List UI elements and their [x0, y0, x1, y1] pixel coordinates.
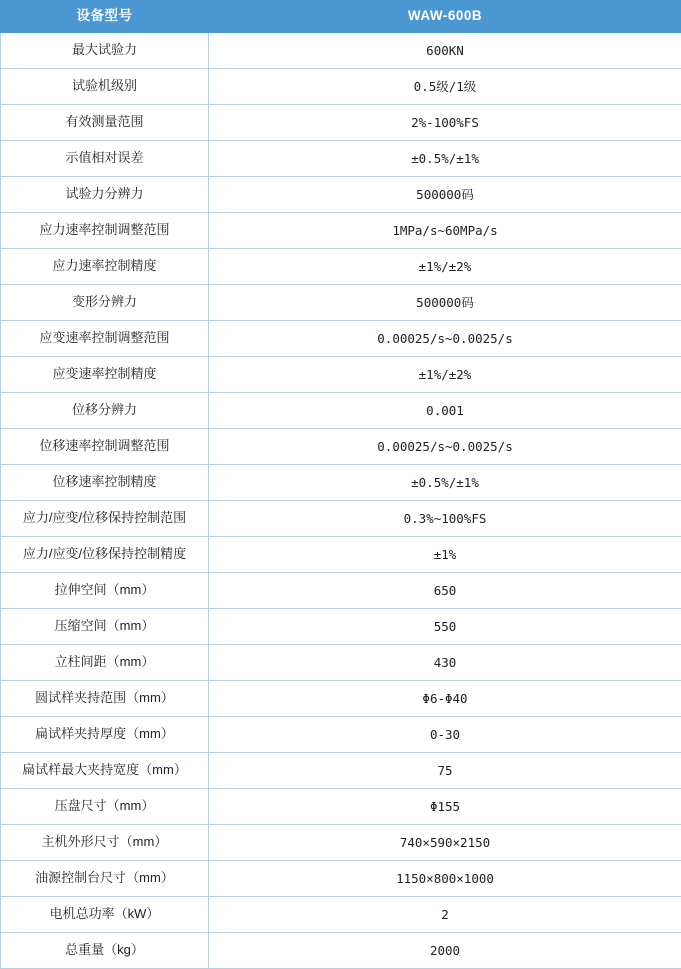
- table-row: [1, 933, 681, 969]
- row-value: 0.001: [209, 393, 681, 429]
- row-label: 扁试样夹持厚度（mm）: [1, 717, 209, 753]
- row-label: 拉伸空间（mm）: [1, 573, 209, 609]
- row-value: 550: [209, 609, 681, 645]
- table-row: [1, 645, 681, 681]
- row-value: 2: [209, 897, 681, 933]
- row-value: 650: [209, 573, 681, 609]
- row-label: 有效测量范围: [1, 105, 209, 141]
- row-value: Φ155: [209, 789, 681, 825]
- row-value: ±1%/±2%: [209, 357, 681, 393]
- row-value: ±0.5%/±1%: [209, 465, 681, 501]
- row-value: 0.3%~100%FS: [209, 501, 681, 537]
- row-label: 应变速率控制调整范围: [1, 321, 209, 357]
- row-label: 试验机级别: [1, 69, 209, 105]
- row-label: 圆试样夹持范围（mm）: [1, 681, 209, 717]
- row-label: 电机总功率（kW）: [1, 897, 209, 933]
- table-row: [1, 825, 681, 861]
- table-row: [1, 33, 681, 69]
- row-label: 应力/应变/位移保持控制精度: [1, 537, 209, 573]
- row-label: 应力速率控制调整范围: [1, 213, 209, 249]
- table-row: [1, 393, 681, 429]
- row-label: 应力/应变/位移保持控制范围: [1, 501, 209, 537]
- row-label: 油源控制台尺寸（mm）: [1, 861, 209, 897]
- row-label: 总重量（kg）: [1, 933, 209, 969]
- table-row: [1, 573, 681, 609]
- table-row: [1, 249, 681, 285]
- row-value: ±0.5%/±1%: [209, 141, 681, 177]
- table-row: [1, 717, 681, 753]
- row-label: 位移速率控制精度: [1, 465, 209, 501]
- table-row: [1, 861, 681, 897]
- table-row: [1, 465, 681, 501]
- table-row: [1, 213, 681, 249]
- row-label: 变形分辨力: [1, 285, 209, 321]
- row-label: 应变速率控制精度: [1, 357, 209, 393]
- table-row: [1, 537, 681, 573]
- row-label: 应力速率控制精度: [1, 249, 209, 285]
- table-row: [1, 681, 681, 717]
- table-body: [1, 33, 681, 969]
- table-row: [1, 789, 681, 825]
- table-row: [1, 69, 681, 105]
- table-row: [1, 105, 681, 141]
- row-value: 500000码: [209, 285, 681, 321]
- row-label: 试验力分辨力: [1, 177, 209, 213]
- row-value: 2000: [209, 933, 681, 969]
- table-row: [1, 501, 681, 537]
- table-row: [1, 141, 681, 177]
- row-label: 示值相对误差: [1, 141, 209, 177]
- table-row: [1, 285, 681, 321]
- row-label: 主机外形尺寸（mm）: [1, 825, 209, 861]
- table-row: [1, 177, 681, 213]
- row-value: Φ6-Φ40: [209, 681, 681, 717]
- row-value: 740×590×2150: [209, 825, 681, 861]
- row-value: ±1%: [209, 537, 681, 573]
- table-row: [1, 609, 681, 645]
- table-row: [1, 753, 681, 789]
- table-header-row: [1, 1, 681, 33]
- table-header: [1, 1, 681, 33]
- table-row: [1, 357, 681, 393]
- row-value: ±1%/±2%: [209, 249, 681, 285]
- row-value: 500000码: [209, 177, 681, 213]
- row-value: 1MPa/s~60MPa/s: [209, 213, 681, 249]
- table-row: [1, 321, 681, 357]
- table-row: [1, 897, 681, 933]
- row-value: 1150×800×1000: [209, 861, 681, 897]
- row-label: 压缩空间（mm）: [1, 609, 209, 645]
- header-cell-model-label: 设备型号: [1, 1, 209, 33]
- row-value: 0-30: [209, 717, 681, 753]
- row-value: 0.00025/s~0.0025/s: [209, 321, 681, 357]
- table-row: [1, 429, 681, 465]
- row-label: 立柱间距（mm）: [1, 645, 209, 681]
- header-cell-model-value: WAW-600B: [209, 1, 681, 33]
- row-label: 扁试样最大夹持宽度（mm）: [1, 753, 209, 789]
- row-value: 2%-100%FS: [209, 105, 681, 141]
- row-value: 430: [209, 645, 681, 681]
- row-value: 600KN: [209, 33, 681, 69]
- row-label: 压盘尺寸（mm）: [1, 789, 209, 825]
- row-value: 75: [209, 753, 681, 789]
- row-value: 0.00025/s~0.0025/s: [209, 429, 681, 465]
- row-value: 0.5级/1级: [209, 69, 681, 105]
- row-label: 位移分辨力: [1, 393, 209, 429]
- row-label: 位移速率控制调整范围: [1, 429, 209, 465]
- row-label: 最大试验力: [1, 33, 209, 69]
